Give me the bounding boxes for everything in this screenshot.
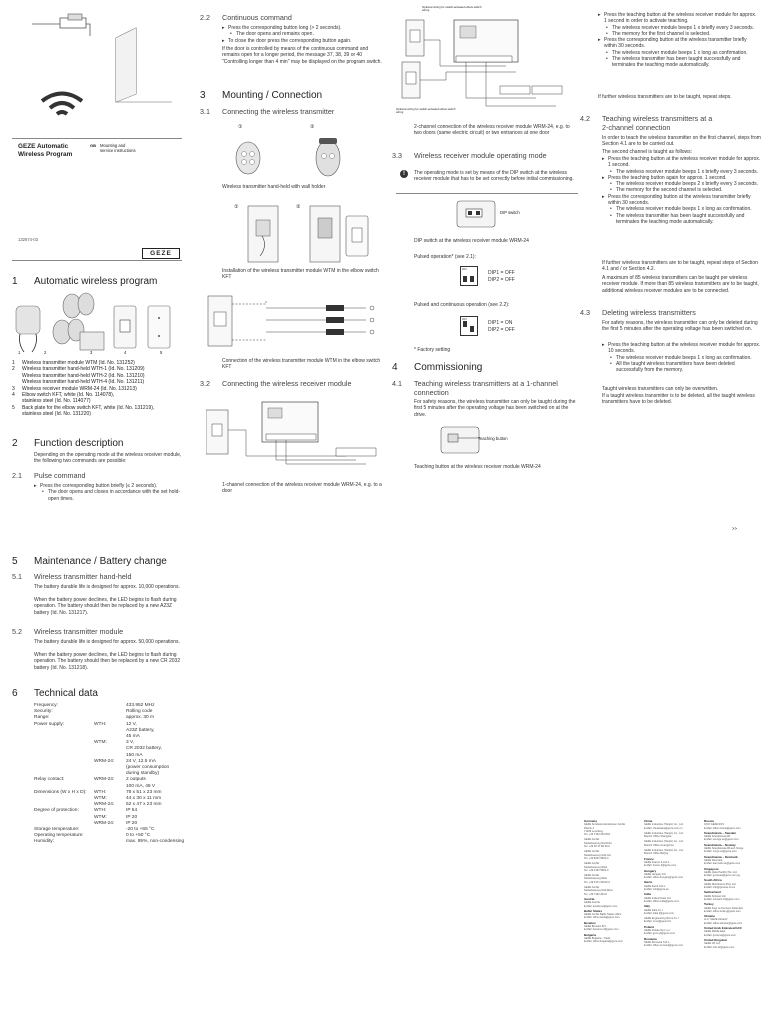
tech-data-device: WRM-24: (94, 777, 115, 783)
section52-heading: 5.2 Wireless transmitter module (12, 627, 124, 636)
address-line: Tel. +49 6171 63610-0 (584, 880, 610, 884)
address-line: Niederlassung West (584, 865, 608, 869)
address-line: GEZE Benelux B.V. (584, 925, 607, 929)
address-line: GEZE Sonderkonstruktionen GmbH (584, 823, 626, 827)
tech-data-value: IP 54 (126, 808, 138, 814)
address-country: South Africa (704, 878, 722, 883)
tech-data-value: IP 20 (126, 814, 138, 820)
teach-step: ▸ Press the teaching button at the wireless receiver module for approx. 1 second in order to activate teaching. (598, 12, 760, 25)
address-entry (644, 820, 702, 830)
address-line: E-Mail: office-russia@geze.com (704, 826, 741, 830)
address-line: E-Mail: austria.at@geze.com (584, 904, 618, 908)
tech-data-label: Operating temperature: (34, 833, 84, 839)
address-line: GEZE Schweiz AG (704, 894, 726, 898)
teach2-step: ▸ Press the corresponding button at the wireless transmitter briefly within 30 seconds. (602, 194, 762, 207)
tech-data-value: 150 mA (126, 752, 143, 758)
teach-repeat-text: If further wireless transmitters are to be taught, repeat steps. (598, 94, 732, 100)
address-country: Scandinavia – Norway (704, 842, 736, 847)
continuous-note: If the door is controlled by means of the continuous command and remains open for a longer period, the message 37, 38, 39 or 40 "Controlling longer than 4 min" may be displayed on the program switch. (222, 46, 382, 65)
figure-number-2: ② (296, 204, 301, 210)
caption-connection: Connection of the wireless transmitter module WTM in the elbow switch KFT (222, 358, 381, 371)
tech-data-value: 12 V, (126, 721, 137, 727)
s42-text4: A maximum of 85 wireless transmitters can be taught per wireless receiver module. If more than 85 wireless transmitters are to be taught, additional wireless receiver modules are to be connected. (602, 275, 759, 294)
address-entry (584, 874, 642, 884)
install-figure (222, 200, 382, 266)
address-line: GEZE Austria (584, 901, 600, 905)
tech-data-device: WTM: (94, 740, 107, 746)
address-entry (704, 915, 762, 925)
address-country: Baltic States (584, 908, 603, 913)
tech-data-value: -20 to +65 °C (126, 827, 155, 833)
s51-text2: When the battery power declines, the LED begins to flash during operation. The battery should then be replaced by a new A23Z battery (Id. No. 131217). (34, 597, 177, 616)
tech-data-device: WTH: (94, 721, 107, 727)
address-entry (644, 849, 702, 856)
section22-heading: 2.2 Continuous command (200, 13, 292, 22)
tech-data-value: (power consumption (126, 765, 170, 771)
address-line: 71229 Leonberg (584, 829, 603, 833)
dip-on-label: ON (462, 267, 467, 271)
language-code: GB (90, 143, 96, 148)
address-entry (704, 939, 762, 949)
tech-data-device: WTM: (94, 796, 107, 802)
cover-illustration (12, 6, 182, 136)
address-entry (704, 856, 762, 866)
tech-data-value: 433.952 MHz (126, 703, 155, 708)
address-line: GEZE GmbH (584, 850, 600, 854)
address-entry (584, 898, 642, 908)
product-item: 2 Wireless transmitter hand-held WTH-1 (Id. No. 131209) (12, 366, 145, 373)
address-line: E-Mail: roma@geze.biz (644, 920, 671, 924)
address-line: Branch Office Guangzhou (644, 843, 674, 847)
tech-data-device: WTH: (94, 808, 107, 814)
address-entry (584, 934, 642, 944)
address-country: France (644, 856, 654, 861)
s42-text2: The second channel is taught as follows: (602, 149, 693, 155)
address-country: Turkey (704, 902, 714, 907)
teaching-button-label: Teaching button (478, 436, 508, 441)
address-line: E-Mail: danmark.se@geze.com (704, 862, 741, 866)
address-line: E-Mail: info@geze.es (644, 888, 669, 892)
address-line: GEZE France S.A.R.L. (644, 860, 671, 864)
teach-result: • The wireless receiver module beeps 1 x briefly every 3 seconds. (598, 25, 760, 31)
image-label-3: 3 (90, 350, 93, 355)
address-line: OOO GEZE RUS (704, 823, 725, 827)
tech-data-row (34, 839, 196, 845)
address-line: E-Mail: gezeme@geze.com (704, 933, 736, 937)
section2-heading: 2 Function description (12, 438, 124, 449)
address-country: Austria (584, 896, 595, 901)
address-country: China (644, 819, 653, 823)
figure-note-top: Optional wiring for switch-actuated elbow switch wiring (422, 5, 482, 13)
address-country: United Arab Emirates/GCC (704, 926, 742, 931)
teach2-result: • The wireless receiver module beeps 1 x long as confirmation. (602, 206, 762, 212)
two-channel-figure (396, 6, 572, 118)
tech-data-label: Relay contact: (34, 777, 65, 783)
tech-data-device: WRM-24: (94, 802, 115, 808)
pulsed-label: Pulsed operation* (see 2.1): (414, 254, 476, 260)
figure-number-1: ① (234, 204, 239, 210)
figure-note-bottom: Optional wiring for switch-actuated elbow switch wiring (396, 107, 456, 115)
address-line: GEZE (Asia Pacific) Pte, Ltd. (704, 870, 738, 874)
address-line: E-Mail: chinasales@geze.com.cn (644, 826, 683, 830)
address-entry (704, 868, 762, 878)
section41-heading: 4.1 Teaching wireless transmitters at a 1-channel connection (392, 379, 558, 397)
address-country: India (644, 892, 652, 897)
s42-text1: In order to teach the wireless transmitter on the first channel, steps from Section 4.1 are to be carried out. (602, 135, 761, 148)
address-line: GEZE Italia S.r.l (644, 908, 663, 912)
caption-1ch: 1-channel connection of the wireless receiver module WRM-24, e.g. to a door (222, 482, 382, 495)
section4-heading: 4 Commissioning (392, 362, 483, 373)
address-line: Niederlassung Mitte (584, 877, 607, 881)
address-line: GEZE India Private Ltd. (644, 896, 672, 900)
continuous-step: ▸ Press the corresponding button long (> 2 seconds). (222, 25, 382, 31)
teach2-result: • The wireless transmitter has been taught successfully and terminates the teaching mode automatically. (602, 213, 762, 226)
figure-number-2: ② (310, 124, 315, 130)
address-column-3 (704, 820, 762, 951)
address-country: Russia (704, 819, 714, 823)
address-entry (644, 840, 702, 847)
delete-step: ▸ Press the teaching button at the wireless receiver module for approx. 10 seconds. (602, 342, 762, 355)
address-line: GEZE Industries (Tianjin) Co., Ltd. (644, 849, 684, 853)
address-line: Niederlassung Nord/Ost (584, 841, 612, 845)
product-item: 4 Elbow switch KFT, white (Id. No. 114078), (12, 392, 115, 399)
address-entry (644, 870, 702, 880)
teach-step: ▸ Press the corresponding button at the wireless transmitter briefly within 30 seconds. (598, 37, 760, 50)
dip-switch-figure (456, 200, 496, 228)
tech-data-label: Humidity: (34, 839, 54, 845)
address-column-2 (644, 820, 702, 950)
product-item: 5 Back plate for the elbow switch KFT, white (Id. No. 131219), (12, 404, 155, 411)
address-line: GEZE Iberia S.R.L. (644, 884, 667, 888)
dip-continuous-graphic (460, 316, 478, 336)
address-entry (704, 832, 762, 842)
dip-on-label: ON (462, 317, 467, 321)
product-overview-image (14, 292, 180, 358)
section1-heading: 1 Automatic wireless program (12, 276, 158, 287)
product-item: stainless steel (Id. No. 114077) (22, 398, 91, 405)
teach2-step: ▸ Press the teaching button again for approx. 1 second. (602, 175, 762, 181)
tech-data-value: 3 V, (126, 740, 135, 746)
product-list (12, 360, 182, 418)
continuous-dip1: DIP1 = ON (488, 320, 513, 326)
address-country: Bulgaria (584, 932, 597, 937)
info-text: The operating mode is set by means of the DIP switch at the wireless receiver module that has to be set correctly before initial commissioning. (414, 170, 574, 183)
address-line: E-Mail: italia.it@geze.com (644, 911, 675, 915)
pulse-result: • The door opens and closes in accordance with the set hold-open times. (34, 489, 182, 502)
one-channel-figure (206, 400, 382, 472)
address-entry (704, 844, 762, 854)
section33-heading: 3.3 Wireless receiver module operating mode (392, 151, 547, 160)
tech-data-device: WRM-24: (94, 758, 115, 764)
address-country: United Kingdom (704, 937, 728, 942)
s43-text2: Taught wireless transmitters can only be overwritten. (602, 386, 719, 392)
address-line: GEZE Polska Sp.z o.o. (644, 929, 671, 933)
teach2-result: • The wireless receiver module beeps 1 x briefly every 3 seconds. (602, 169, 762, 175)
address-entry (644, 938, 702, 948)
teach2-result: • The memory for the second channel is selected. (602, 187, 762, 193)
address-line: GEZE Industries (Tianjin) Co., Ltd. (644, 840, 684, 844)
address-country: Singapore (704, 866, 719, 871)
address-line: GEZE GmbH Baltic States office (584, 913, 622, 917)
teach2-step: ▸ Press the teaching button at the wireless receiver module for approx. 1 second. (602, 156, 762, 169)
tech-data-value: 2 outputs (126, 777, 146, 783)
address-line: E-Mail: office-india@geze.com (644, 899, 680, 903)
address-line: E-Mail: france.fr@geze.com (644, 864, 677, 868)
cover-title-line2: Wireless Program (18, 151, 73, 158)
address-line: GEZE GmbH (584, 874, 600, 878)
section3-heading: 3 Mounting / Connection (200, 90, 323, 101)
continuous-close-step: ▸ To close the door press the corresponding button again. (222, 38, 382, 44)
image-label-4: 4 (124, 350, 127, 355)
tech-data-label: Range: (34, 715, 50, 721)
address-entry (584, 850, 642, 860)
tech-data-value: 45 mA (126, 734, 140, 740)
address-country: Hungary (644, 868, 657, 873)
tech-data-label: Security: (34, 709, 53, 715)
tech-data-label: Degree of protection: (34, 808, 79, 814)
address-entry (584, 922, 642, 932)
address-line: GEZE GmbH (584, 886, 600, 890)
section32-heading: 3.2 Connecting the wireless receiver module (200, 379, 352, 388)
address-line: E-Mail: office-ukraine@geze.com (704, 921, 743, 925)
s52-text2: When the battery power declines, the LED begins to flash during operation. The battery should then be replaced by a new CR 2032 battery (Id. No. 131218). (34, 652, 181, 671)
address-line: E-Mail: norge.se@geze.com (704, 850, 737, 854)
tech-data-value: during standby) (126, 771, 160, 777)
tech-data-value: A23Z battery, (126, 727, 155, 733)
handheld-figure (222, 124, 372, 182)
tech-data-value: 0 to +50 °C (126, 833, 151, 839)
address-line: E-Mail: info@gezesa.co.za (704, 886, 735, 890)
address-entry (644, 917, 702, 924)
address-line: E-Mail: office-bulgaria@geze.com (584, 940, 623, 944)
section6-heading: 6 Technical data (12, 688, 98, 699)
address-line: GEZE UK Ltd. (704, 942, 721, 946)
section42-heading: 4.2 Teaching wireless transmitters at a 2-channel connection (580, 114, 713, 132)
tech-data-value: 52 x 47 x 23 mm (126, 802, 162, 808)
s51-text1: The battery durable life is designed for approx. 10,000 operations. (34, 584, 180, 590)
address-line: GEZE GmbH (584, 862, 600, 866)
address-country: Benelux (584, 920, 596, 925)
section51-heading: 5.1 Wireless transmitter hand-held (12, 572, 132, 581)
product-item: stainless steel (Id. No. 131220) (22, 411, 91, 418)
dip-label: DIP switch (500, 210, 520, 215)
teach-result: • The memory for the first channel is selected. (598, 31, 760, 37)
address-line: GEZE Industries (Tianjin) Co., Ltd. (644, 823, 684, 827)
address-line: Branch Office Beijing (644, 852, 669, 856)
tech-data-device: WTM: (94, 814, 107, 820)
address-line: E-Mail: info.uk@geze.com (704, 945, 735, 949)
address-line: Tel. +49 8231 9564-0 (584, 856, 609, 860)
caption-handheld: Wireless transmitter hand-held with wall holder (222, 184, 326, 190)
address-line: Branch Office Shanghai (644, 835, 672, 839)
address-country: Iberia (644, 880, 653, 885)
tech-data-value: 78 x 51 x 23 mm (126, 789, 162, 795)
caption-2ch: 2-channel connection of the wireless receiver module WRM-24, e.g. to two doors (same electric circuit) or two entrances at one door (414, 124, 570, 137)
section31-heading: 3.1 Connecting the wireless transmitter (200, 107, 335, 116)
tech-data-value: IP 20 (126, 820, 138, 826)
tech-data-device: WTH: (94, 789, 107, 795)
tech-data-label: Power supply: (34, 721, 65, 727)
product-item: Wireless transmitter hand-held WTH-2 (Id. No. 131210) (22, 372, 145, 379)
address-line: LLC "GEZE Ukraine" (704, 918, 729, 922)
s43-text3: If a taught wireless transmitter is to be deleted, all the taught wireless transmitters have to be deleted. (602, 393, 755, 406)
address-entry (704, 879, 762, 889)
address-entry (644, 926, 702, 936)
pulsed-dip1: DIP1 = OFF (488, 270, 515, 276)
address-country: Poland (644, 924, 655, 929)
address-entry (584, 886, 642, 896)
address-line: Tel. +49 30 47 89 90-0 (584, 845, 610, 849)
address-line: Tel. +49 7152 203-594 (584, 833, 610, 837)
address-entry (584, 910, 642, 920)
address-line: GEZE Kapı ve Pencere Sistemleri (704, 906, 744, 910)
pulsed-dip2: DIP2 = OFF (488, 277, 515, 283)
tech-data-device (94, 839, 126, 845)
address-line: Niederlassung Süd-Ost (584, 853, 611, 857)
section21-heading: 2.1 Pulse command (12, 471, 86, 480)
image-label-5: 5 (160, 350, 163, 355)
tech-data-value: 100 mA, 48 V (126, 783, 156, 789)
address-entry (644, 858, 702, 868)
continue-arrow: >> (732, 526, 737, 531)
address-entry (584, 862, 642, 872)
address-entry (704, 891, 762, 901)
delete-result: • The wireless receiver module beeps 1 x long as confirmation. (602, 355, 762, 361)
address-entry (644, 905, 702, 915)
s52-text1: The battery durable life is designed for approx. 50,000 operations. (34, 639, 180, 645)
address-entry (704, 927, 762, 937)
address-line: GEZE Danmark (704, 858, 723, 862)
continuous-dip2: DIP2 = OFF (488, 327, 515, 333)
info-icon: ! (400, 170, 408, 178)
doc-type-line1: Mounting and (100, 143, 126, 148)
section5-heading: 5 Maintenance / Battery change (12, 556, 167, 567)
tech-data-label: Frequency: (34, 703, 58, 708)
tech-data-value: Rolling code (126, 709, 153, 715)
address-line: E-Mail: sverige.se@geze.com (704, 838, 739, 842)
tech-data-table (34, 703, 196, 846)
tech-data-label: Dimensions (W x H x D): (34, 789, 87, 795)
s41-text: For safety reasons, the wireless transmitter can only be taught during the first 5 minutes after the operating voltage has been switched on at the drive. (414, 399, 576, 418)
teach-result: • The wireless transmitter has been taught successfully and terminates the teaching mode automatically. (598, 56, 760, 69)
teaching-button-figure (440, 426, 480, 454)
address-entry (704, 820, 762, 830)
figure-number-1: ① (238, 124, 243, 130)
address-line: E-Mail: office-romania@geze.com (644, 944, 684, 948)
address-line: GEZE GmbH (584, 838, 600, 842)
s43-text1: For safety reasons, the wireless transmitter can only be deleted during the first 5 minutes after the operating voltage has been switched on. (602, 320, 758, 333)
address-column-1 (584, 820, 642, 946)
address-country: Scandinavia – Sweden (704, 830, 737, 835)
address-line: Tel. +49 7152 203-0 (584, 892, 608, 896)
tech-data-device: WRM-24: (94, 820, 115, 826)
address-line: GEZE Distributors (Pty) Ltd. (704, 882, 737, 886)
address-line: Planck 4 (584, 826, 594, 830)
caption-teach: Teaching button at the wireless receiver module WRM-24 (414, 464, 541, 470)
address-line: E-Mail: schweiz.ch@geze.com (704, 897, 740, 901)
address-country: Germany (584, 819, 598, 823)
address-entry (704, 903, 762, 913)
cover-title-line1: GEZE Automatic (18, 143, 69, 150)
address-line: GEZE Scandinavia AB avd. Norge (704, 847, 744, 851)
address-line: E-Mail: benelux.nl@geze.com (584, 928, 619, 932)
factory-note: * Factory setting (414, 347, 451, 353)
address-line: E-Mail: gezesea@geze.com.sg (704, 874, 740, 878)
tech-data-value: 44 x 30 x 11 mm (126, 796, 162, 802)
address-country: Switzerland (704, 890, 721, 895)
connection-figure (206, 290, 382, 356)
address-line: GEZE Hungary Kft. (644, 872, 667, 876)
tech-data-value: approx. 30 m (126, 715, 154, 721)
address-line: E-Mail: geze.pl@geze.com (644, 932, 676, 936)
image-label-2: 2 (44, 350, 47, 355)
address-line: E-Mail: office-latvia@geze.com (584, 916, 620, 920)
tech-data-label: Storage temperature: (34, 827, 80, 833)
address-country: Italy (644, 904, 651, 909)
caption-dip: DIP switch at the wireless receiver module WRM-24 (414, 238, 529, 244)
product-item: 1 Wireless transmitter module WTM (Id. No. 131252) (12, 360, 135, 366)
pulse-step: ▸ Press the corresponding button briefly (≤ 2 seconds). (34, 483, 182, 489)
address-line: Niederlassung Süd-West (584, 889, 613, 893)
address-line: GEZE Scandinavia AB (704, 835, 730, 839)
address-entry (584, 820, 642, 836)
address-country: Scandinavia – Denmark (704, 854, 738, 859)
address-country: Ukraine (704, 914, 716, 919)
section43-heading: 4.3 Deleting wireless transmitters (580, 308, 696, 317)
doc-number: 132674-03 (18, 237, 39, 242)
address-line: E-Mail: office-hungary@geze.com (644, 876, 684, 880)
dip-pulsed-graphic (460, 266, 478, 286)
tech-data-value: 24 V, 12.5 mA (126, 758, 156, 764)
address-country: Romania (644, 936, 657, 941)
address-entry (644, 881, 702, 891)
section2-text: Depending on the operating mode at the wireless receiver module, the following two commands are possible: (34, 452, 182, 465)
address-line: E-Mail: office-turkey@geze.com (704, 909, 741, 913)
address-entry (584, 838, 642, 848)
delete-result: • All the taught wireless transmitters have been deleted successfully from the memory. (602, 361, 762, 374)
tech-data-value: CR 2032 battery, (126, 746, 162, 752)
product-item: 3 Wireless receiver module WRM-24 (Id. No. 131213) (12, 385, 137, 392)
address-line: GEZE Bulgaria - Trade (584, 936, 611, 940)
address-line: GEZE Industries (Tianjin) Co., Ltd. (644, 831, 684, 835)
tech-data-value: max. 95%, non-condensing (126, 839, 185, 845)
continuous-result: • The door opens and remains open. (222, 31, 382, 37)
address-line: GEZE Middle East (704, 930, 726, 934)
teach2-result: • The wireless receiver module beeps 2 x briefly every 3 seconds. (602, 181, 762, 187)
address-line: GEZE Romania S.R.L. (644, 940, 671, 944)
address-entry (644, 832, 702, 839)
image-label-1: 1 (18, 350, 21, 355)
teach-result: • The wireless receiver module beeps 1 x long as confirmation. (598, 50, 760, 56)
caption-install: Installation of the wireless transmitter module WTM in the elbow switch KFT (222, 268, 379, 281)
s42-text3: If further wireless transmitters are to be taught, repeat steps of Section 4.1 and / or Section 4.2. (602, 260, 758, 273)
product-item: Wireless transmitter hand-held WTH-4 (Id. No. 131211) (22, 379, 145, 386)
doc-type-line2: service instructions (100, 148, 136, 154)
geze-logo: GEZE (142, 248, 180, 259)
continuous-label: Pulsed and continuous operation (see 2.2): (414, 302, 510, 308)
address-line: GEZE Engineering Roma S.r.l (644, 917, 679, 921)
address-entry (644, 893, 702, 903)
address-line: Tel. +49 2191 5981-0 (584, 868, 609, 872)
